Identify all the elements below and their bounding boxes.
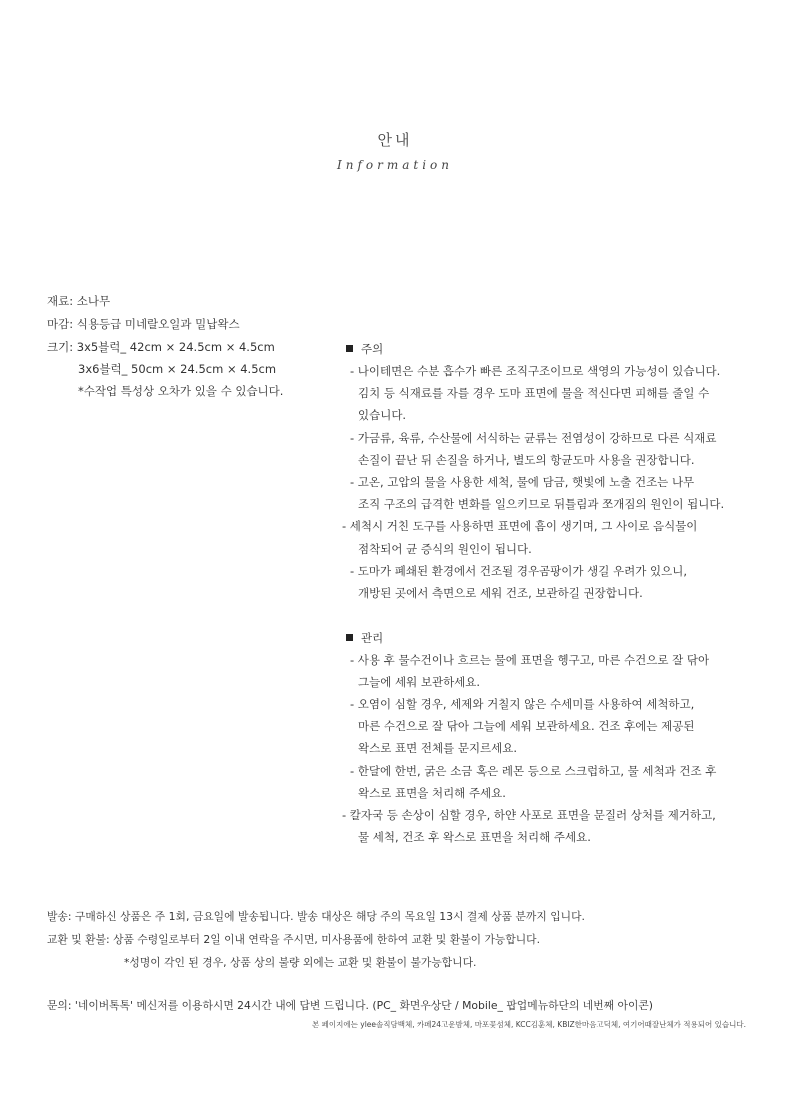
caution-line: 있습니다. xyxy=(358,408,407,422)
caution-heading-label: 주의 xyxy=(361,342,384,356)
care-line: 왁스로 표면을 처리해 주세요. xyxy=(358,786,506,800)
page-title: 안내 xyxy=(377,131,413,149)
caution-line: 개방된 곳에서 측면으로 세워 건조, 보관하길 권장합니다. xyxy=(358,586,643,600)
shipping-text: 발송: 구매하신 상품은 주 1회, 금요일에 발송됩니다. 발송 대상은 해당 주의 목요일 13시 결제 상품 분까지 입니다. xyxy=(47,910,585,923)
caution-line: - 가금류, 육류, 수산물에 서식하는 균류는 전염성이 강하므로 다른 식재료 xyxy=(350,431,717,445)
caution-line: 김치 등 식재료를 자를 경우 도마 표면에 물을 적신다면 피해를 줄일 수 xyxy=(358,386,710,400)
caution-line: 손질이 끝난 뒤 손질을 하거나, 별도의 항균도마 사용을 권장합니다. xyxy=(358,453,695,467)
care-line: 물 세척, 건조 후 왁스로 표면을 처리해 주세요. xyxy=(358,830,591,844)
care-line: - 한달에 한번, 굵은 소금 혹은 레몬 등으로 스크럽하고, 물 세척과 건조 후 xyxy=(350,764,717,778)
material-text: 재료: 소나무 xyxy=(47,294,111,308)
caution-line: 점착되어 균 증식의 원인이 됩니다. xyxy=(358,542,532,556)
care-line: 마른 수건으로 잘 닦아 그늘에 세워 보관하세요. 건조 후에는 제공된 xyxy=(358,719,695,733)
square-bullet-icon xyxy=(346,634,353,641)
caution-line: - 도마가 폐쇄된 환경에서 건조될 경우곰팡이가 생길 우려가 있으니, xyxy=(350,564,687,578)
size-line-1: 크기: 3x5블럭_ 42cm × 24.5cm × 4.5cm xyxy=(47,340,275,354)
caution-line: - 세척시 거친 도구를 사용하면 표면에 흠이 생기며, 그 사이로 음식물이 xyxy=(342,519,698,533)
care-heading xyxy=(346,630,383,646)
finish-text: 마감: 식용등급 미네랄오일과 밀납왁스 xyxy=(47,317,240,331)
exchange-text: 교환 및 환불: 상품 수령일로부터 2일 이내 연락을 주시면, 미사용품에 한하여 교환 및 환불이 가능합니다. xyxy=(47,933,541,946)
square-bullet-icon xyxy=(346,345,353,352)
care-line: 그늘에 세워 보관하세요. xyxy=(358,675,481,689)
care-line: 왁스로 표면 전체를 문지르세요. xyxy=(358,741,518,755)
caution-line: 조직 구조의 급격한 변화를 일으키므로 뒤틀림과 쪼개짐의 원인이 됩니다. xyxy=(358,497,725,511)
caution-heading xyxy=(346,341,383,357)
care-line: - 사용 후 물수건이나 흐르는 물에 표면을 헹구고, 마른 수건으로 잘 닦아 xyxy=(350,653,710,667)
exchange-note: *성명이 각인 된 경우, 상품 상의 불량 외에는 교환 및 환불이 불가능합니다. xyxy=(124,956,477,969)
page-subtitle: Information xyxy=(336,158,454,172)
caution-line: - 고온, 고압의 물을 사용한 세척, 물에 담금, 햇빛에 노출 건조는 나무 xyxy=(350,475,695,489)
care-heading-label: 관리 xyxy=(361,631,384,645)
size-line-2: 3x6블럭_ 50cm × 24.5cm × 4.5cm xyxy=(78,362,277,376)
inquiry-text: 문의: '네이버톡톡' 메신저를 이용하시면 24시간 내에 답변 드립니다. (PC_ 화면우상단 / Mobile_ 팝업메뉴하단의 네번째 아이콘) xyxy=(47,999,654,1012)
size-note: *수작업 특성상 오차가 있을 수 있습니다. xyxy=(78,384,284,398)
font-notice: 본 페이지에는 ylee솔직담백체, 카페24고운밤체, 마포꽃섬체, KCC김훈체, KBIZ한마음고딕체, 여기어때잘난체가 적용되어 있습니다. xyxy=(312,1020,746,1029)
caution-line: - 나이테면은 수분 흡수가 빠른 조직구조이므로 색영의 가능성이 있습니다. xyxy=(350,364,721,378)
care-line: - 오염이 심할 경우, 세제와 거칠지 않은 수세미를 사용하여 세척하고, xyxy=(350,697,695,711)
care-line: - 칼자국 등 손상이 심할 경우, 하얀 사포로 표면을 문질러 상처를 제거하고, xyxy=(342,808,716,822)
